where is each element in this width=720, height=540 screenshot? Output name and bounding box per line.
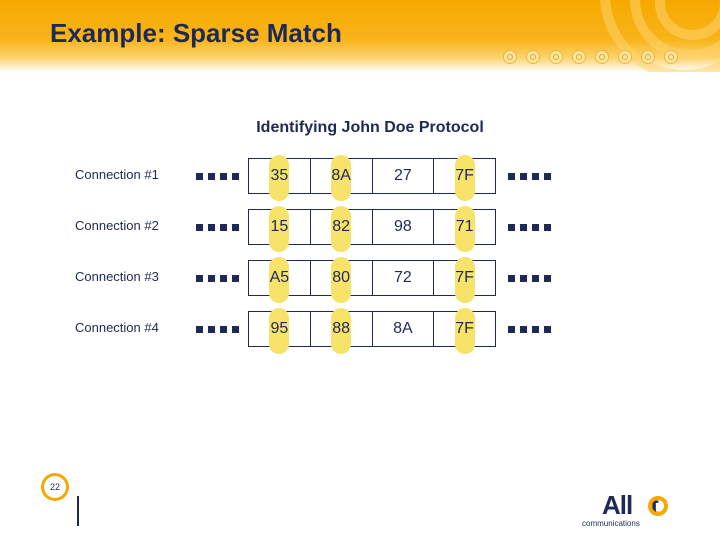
page-number-badge xyxy=(41,473,69,501)
trailing-ellipsis-icon xyxy=(508,173,551,180)
connection-label: Connection #1 xyxy=(75,167,159,182)
trailing-ellipsis-icon xyxy=(508,275,551,282)
byte-value: 82 xyxy=(332,218,351,235)
byte-cell xyxy=(311,261,373,295)
page-number: 22 xyxy=(44,476,66,498)
byte-value: A5 xyxy=(269,269,290,286)
byte-value: 15 xyxy=(270,218,289,235)
byte-cell xyxy=(249,312,311,346)
byte-cell xyxy=(249,159,311,193)
dot-icon xyxy=(503,50,517,64)
byte-cell xyxy=(373,210,435,244)
dot-icon xyxy=(595,50,609,64)
leading-ellipsis-icon xyxy=(196,326,239,333)
byte-cells xyxy=(248,209,496,245)
byte-cells xyxy=(248,158,496,194)
leading-ellipsis-icon xyxy=(196,173,239,180)
allot-logo xyxy=(582,490,692,530)
byte-cell xyxy=(434,210,495,244)
connection-row xyxy=(0,209,720,245)
byte-value: 88 xyxy=(332,320,351,337)
connection-row xyxy=(0,158,720,194)
byte-cell xyxy=(373,261,435,295)
logo-wordmark: All t xyxy=(602,490,658,520)
byte-value: 7F xyxy=(455,269,474,286)
byte-value: 8A xyxy=(393,320,413,337)
byte-cell xyxy=(249,261,311,295)
trailing-ellipsis-icon xyxy=(508,326,551,333)
byte-cell xyxy=(249,210,311,244)
byte-cells xyxy=(248,311,496,347)
byte-value: 71 xyxy=(455,218,474,235)
byte-cells xyxy=(248,260,496,296)
byte-value: 7F xyxy=(455,167,474,184)
byte-cell xyxy=(311,312,373,346)
byte-cell xyxy=(311,210,373,244)
header-band xyxy=(0,0,720,72)
byte-cell xyxy=(373,159,435,193)
logo-ring-icon xyxy=(648,496,668,516)
byte-value: 35 xyxy=(270,167,289,184)
byte-value: 98 xyxy=(393,218,412,235)
connection-row xyxy=(0,260,720,296)
connection-label: Connection #3 xyxy=(75,269,159,284)
dot-icon xyxy=(526,50,540,64)
byte-value: 95 xyxy=(270,320,289,337)
dot-icon xyxy=(549,50,563,64)
byte-cell xyxy=(434,261,495,295)
dot-icon xyxy=(641,50,655,64)
dot-icon xyxy=(664,50,678,64)
byte-cell xyxy=(434,312,495,346)
page-title: Example: Sparse Match xyxy=(50,18,342,48)
leading-ellipsis-icon xyxy=(196,275,239,282)
byte-cell xyxy=(311,159,373,193)
byte-value: 80 xyxy=(332,269,351,286)
slide-subtitle: Identifying John Doe Protocol xyxy=(256,119,484,136)
byte-cell xyxy=(373,312,435,346)
connection-label: Connection #4 xyxy=(75,320,159,335)
footer-divider xyxy=(77,496,79,526)
connection-row xyxy=(0,311,720,347)
leading-ellipsis-icon xyxy=(196,224,239,231)
dot-icon xyxy=(618,50,632,64)
byte-value: 7F xyxy=(455,320,474,337)
byte-value: 27 xyxy=(393,167,412,184)
byte-value: 72 xyxy=(393,269,412,286)
byte-value: 8A xyxy=(331,167,351,184)
dot-icon xyxy=(572,50,586,64)
decorative-dots xyxy=(503,50,678,64)
connection-label: Connection #2 xyxy=(75,218,159,233)
trailing-ellipsis-icon xyxy=(508,224,551,231)
byte-cell xyxy=(434,159,495,193)
logo-tagline: communications xyxy=(582,519,640,528)
